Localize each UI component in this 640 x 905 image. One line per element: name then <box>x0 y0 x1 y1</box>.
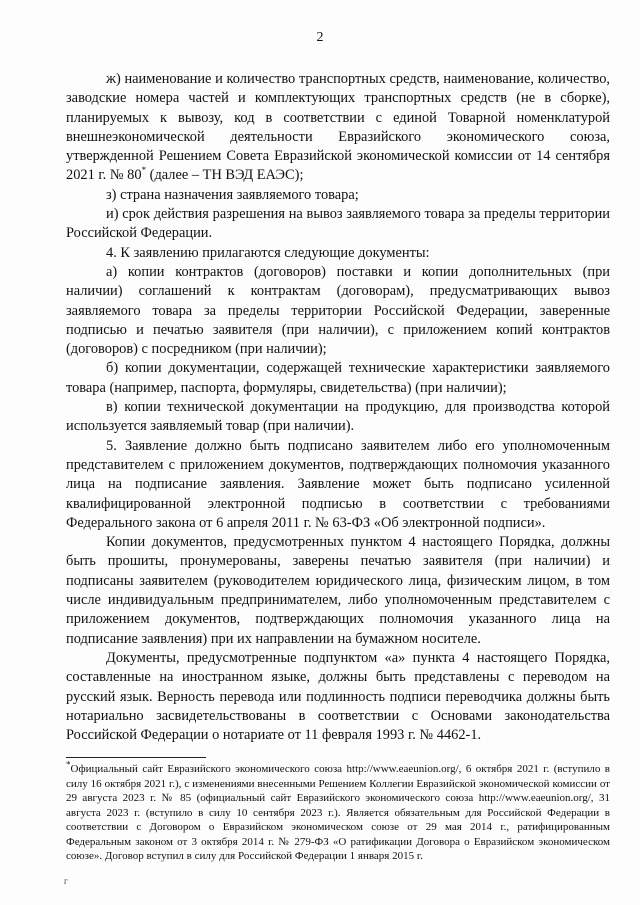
paragraph-item-zh <box>66 70 610 186</box>
paragraph-section-4: 4. К заявлению прилагаются следующие документы: <box>106 244 430 261</box>
document-body <box>66 70 610 745</box>
page-number: 2 <box>316 30 324 45</box>
paragraph-item-zh-text: ж) наименование и количество транспортных средств, наименование, количество, заводские номера частей и комплектующих транспортных средств (не в сборке), планируемых к вывозу, код в соответствии с единой Товарной номенклатурой внешнеэкономической деятельности Евразийского экономического союза, утвержденной Решением Совета Евразийской экономической комиссии от 14 сентября 2021 г. № 80 <box>66 71 610 184</box>
footnote-divider <box>66 757 206 758</box>
footnote-marker: * <box>66 759 71 770</box>
paragraph-item-a: а) копии контрактов (договоров) поставки и копии дополнительных (при наличии) соглашений к контрактам (договорам), предусматривающих вывоз заявляемого товара за пределы территории Российской Федерации, заверенные подписью и печатью заявителя (при наличии), с приложением копий контрактов (договоров) с посредником (при наличии); <box>66 263 610 358</box>
paragraph-item-zh-suffix: (далее – ТН ВЭД ЕАЭС); <box>146 167 304 184</box>
paragraph-copies: Копии документов, предусмотренных пунктом 4 настоящего Порядка, должны быть прошиты, пронумерованы, заверены печатью заявителя (при наличии) и подписаны заявителем (руководителем юридического лица, физическим лицом, в том числе индивидуальным предпринимателем, либо уполномоченным представителем с приложением документов, подтверждающих полномочия указанного лица на подписание заявления) при их направлении на бумажном носителе. <box>66 534 610 647</box>
paragraph-section-5: 5. Заявление должно быть подписано заявителем либо его уполномоченным представителем с приложением документов, подтверждающих полномочия указанного лица на подписание заявления. Заявление может быть подписано усиленной квалифицированной электронной подписью в соответствии с требованиями Федерального закона от 6 апреля 2011 г. № 63-ФЗ «Об электронной подписи». <box>66 437 610 531</box>
footnote-reference[interactable]: * <box>141 165 147 176</box>
footnote <box>66 759 610 864</box>
paragraph-item-i: и) срок действия разрешения на вывоз заявляемого товара за пределы территории Российской Федерации. <box>66 206 610 242</box>
paragraph-translation: Документы, предусмотренные подпунктом «а» пункта 4 настоящего Порядка, составленные на иностранном языке, должны быть представлены с переводом на русский язык. Верность перевода или подлинность подписи переводчика должны быть нотариально засвидетельствованы в соответствии с Основами законодательства Российской Федерации о нотариате от 11 февраля 1993 г. № 4462-1. <box>66 649 610 744</box>
footnote-text: Официальный сайт Евразийского экономического союза http://www.eaeunion.org/, 6 октября 2021 г. (вступило в силу 16 октября 2021 г.), с изменениями внесенными Решением Коллегии Евразийской экономической комиссии от 29 августа 2023 г. № 85 (официальный сайт Евразийского экономического союза http://www.eaeunion.org/, 31 августа 2023 г. (вступило в силу 10 сентября 2023 г.). Является обязательным для Российской Федерации в соответствии с Договором о Евразийском экономическом союзе от 29 мая 2014 г., ратифицированным Федеральным законом от 3 октября 2014 г. № 279-ФЗ «О ратификации Договора о Евразийском экономическом союзе». Договор вступил в силу для Российской Федерации 1 января 2015 г. <box>66 763 610 862</box>
paragraph-item-z: з) страна назначения заявляемого товара; <box>106 186 359 203</box>
paragraph-item-v: в) копии технической документации на продукцию, для производства которой используется заявляемый товар (при наличии). <box>66 399 610 435</box>
paragraph-item-b: б) копии документации, содержащей технические характеристики заявляемого товара (например, паспорта, формуляры, свидетельства) (при наличии); <box>66 360 610 396</box>
scan-mark: г <box>64 876 68 886</box>
